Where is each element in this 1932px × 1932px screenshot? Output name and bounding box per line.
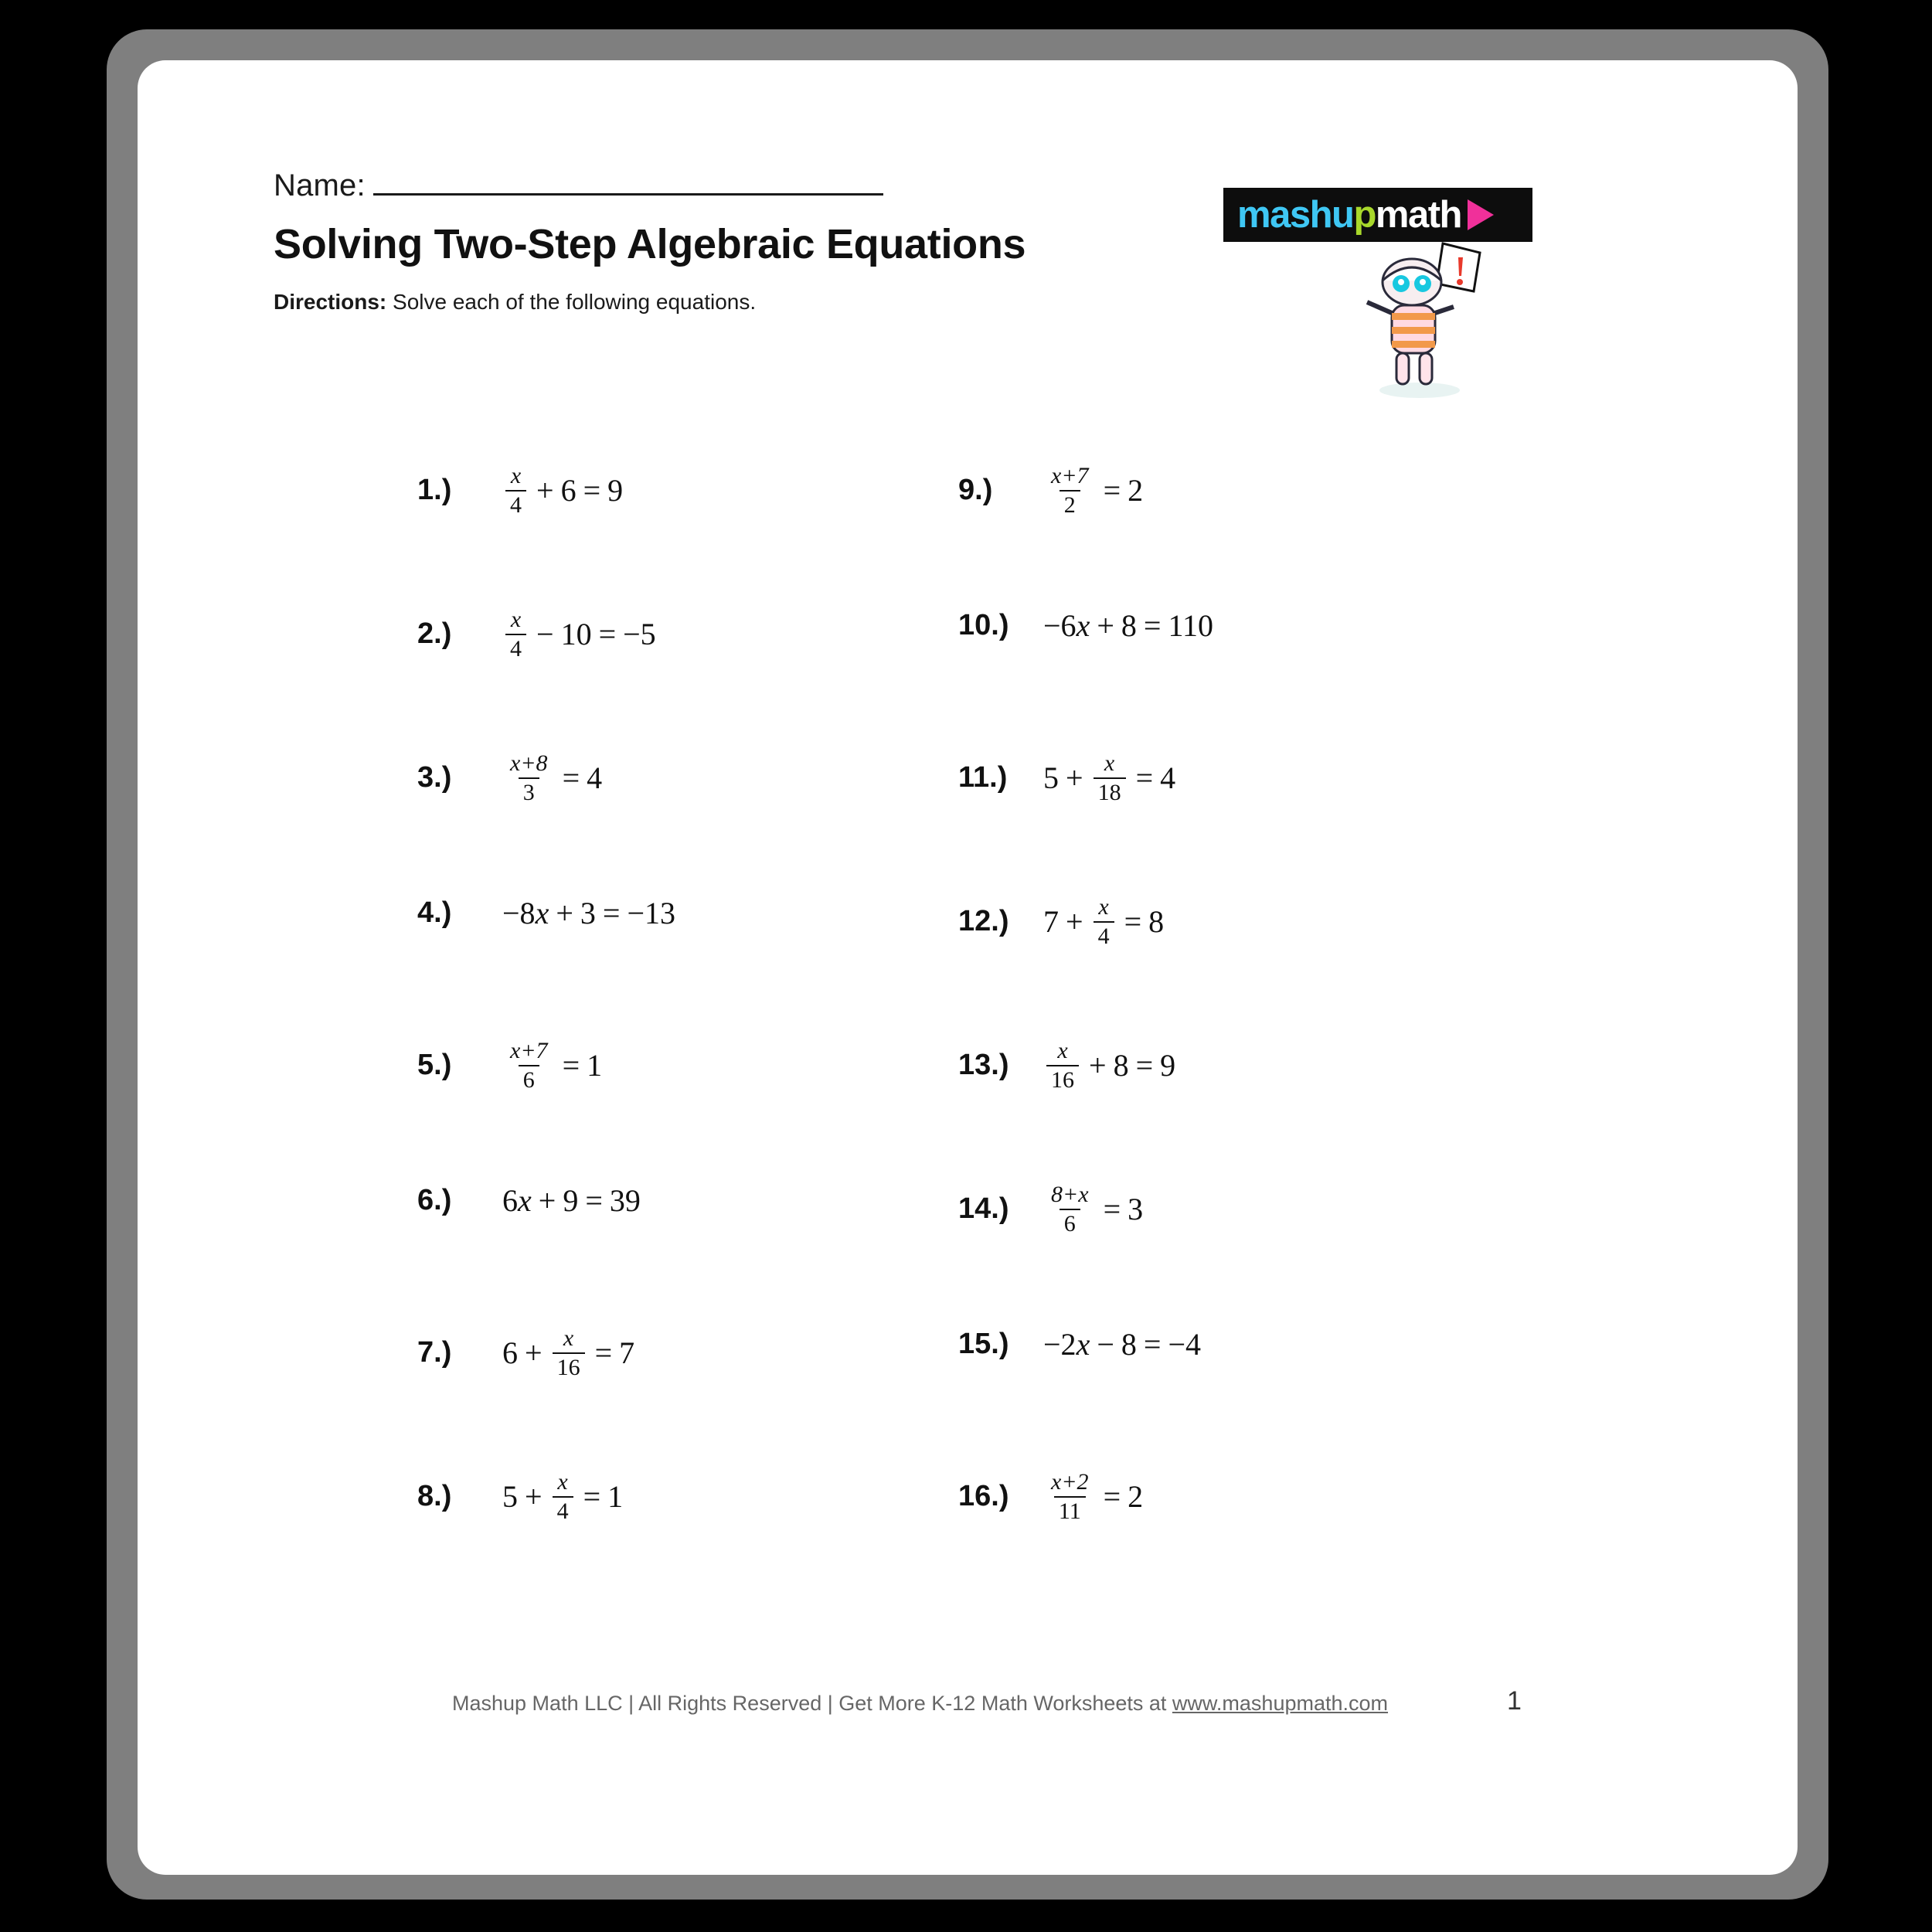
fraction [505,607,526,661]
fraction-numerator: x [510,463,522,488]
fraction-numerator: x [1057,1038,1068,1063]
problem-item [958,1039,1175,1092]
number: 6 [502,1183,518,1218]
operator: = [1124,904,1142,939]
fraction-denominator: 16 [553,1352,585,1380]
equation [502,895,675,931]
number: 5 [1043,760,1059,795]
fraction [1094,751,1126,804]
number: 9 [1160,1048,1176,1083]
equation [1043,751,1175,804]
number: −13 [627,896,676,930]
problem-item [417,895,675,931]
operator: + [556,896,573,930]
fraction [1094,895,1114,948]
name-label: Name: [274,168,366,202]
equation [502,751,602,804]
equation [502,1470,623,1523]
operator: = [583,1479,601,1514]
logo-text-math: math [1375,193,1461,236]
equation [1043,1326,1201,1362]
problem-item [417,751,602,804]
problem-number: 6.) [417,1184,452,1216]
fraction [505,751,553,804]
problem-number: 14.) [958,1192,1009,1225]
number: 4 [1160,760,1176,795]
fraction-denominator: 18 [1094,777,1126,805]
fraction-denominator: 11 [1054,1496,1086,1524]
number: 1 [607,1479,624,1514]
problem-item [958,1470,1143,1523]
operator: + [1097,608,1114,643]
fraction-numerator: x [557,1469,568,1495]
fraction-denominator: 4 [553,1496,573,1524]
equation [1043,607,1213,644]
fraction-numerator: x [1104,750,1115,776]
number: 10 [560,617,592,651]
problem-number: 15.) [958,1328,1009,1360]
fraction-denominator: 16 [1046,1065,1079,1093]
equation [1043,1039,1175,1092]
operator: + [525,1335,543,1370]
operator: + [1089,1048,1107,1083]
number: 39 [609,1183,641,1218]
operator: = [1103,473,1121,508]
fraction-numerator: x [563,1325,574,1351]
problem-item [417,464,623,517]
problem-number: 13.) [958,1049,1009,1081]
footer-website-link[interactable]: www.mashupmath.com [1172,1692,1389,1715]
equation [502,464,623,517]
variable: x [518,1183,532,1218]
fraction-numerator: 8+x [1051,1182,1089,1207]
equation [1043,464,1143,517]
operator: + [1066,760,1083,795]
number: 2 [1128,473,1144,508]
problem-number: 7.) [417,1336,452,1369]
operator: − [1097,1327,1114,1362]
problem-item [958,1182,1143,1236]
problem-number: 12.) [958,905,1009,937]
number: 5 [502,1479,518,1514]
operator: − [536,617,554,651]
fraction-numerator: x [1098,894,1109,920]
operator: = [602,896,621,930]
number: −6 [1043,608,1077,643]
number: 8 [1148,904,1165,939]
problem-item [417,1470,623,1523]
equation [1043,1470,1143,1523]
problem-number: 9.) [958,474,993,506]
number: 6 [502,1335,518,1370]
fraction-denominator: 3 [519,777,539,805]
operator: = [1143,608,1162,643]
equation [1043,895,1164,948]
problem-item [958,607,1213,644]
number: 8 [1113,1048,1129,1083]
problem-number: 4.) [417,896,452,929]
fraction [553,1470,573,1523]
fraction [505,1039,553,1092]
number: 4 [587,760,603,795]
fraction-denominator: 6 [519,1065,539,1093]
number: 2 [1128,1479,1144,1514]
logo-text-up: p [1353,193,1376,236]
variable: x [535,896,549,930]
fraction-numerator: x+7 [510,1038,548,1063]
number: −2 [1043,1327,1077,1362]
equation [1043,1182,1143,1236]
page-number: 1 [1507,1686,1522,1716]
operator: = [1103,1479,1121,1514]
operator: + [525,1479,543,1514]
operator: = [562,760,580,795]
fraction [1046,1182,1094,1236]
fraction-denominator: 4 [505,490,526,518]
problem-number: 5.) [417,1049,452,1081]
operator: + [536,473,554,508]
fraction-denominator: 4 [505,634,526,662]
number: 3 [580,896,596,930]
number: −4 [1168,1327,1202,1362]
equation [502,607,656,661]
fraction-denominator: 2 [1060,490,1080,518]
problem-item [958,464,1143,517]
equation [502,1039,602,1092]
problem-item [958,751,1175,804]
problem-number: 10.) [958,609,1009,641]
problem-item [958,895,1164,948]
equation [502,1326,634,1379]
problem-item [417,1182,641,1219]
number: 9 [563,1183,579,1218]
number: 7 [1043,904,1059,939]
problem-item [958,1326,1201,1362]
problem-number: 1.) [417,474,452,506]
operator: = [598,617,617,651]
number: 9 [607,473,624,508]
problem-number: 16.) [958,1480,1009,1512]
footer-text [452,1692,1388,1716]
fraction-numerator: x+2 [1051,1469,1089,1495]
number: 110 [1168,608,1213,643]
problem-number: 3.) [417,761,452,794]
problem-item [417,607,656,661]
fraction [1046,1039,1079,1092]
operator: + [538,1183,556,1218]
operator: = [562,1048,580,1083]
logo-text-mash: mashu [1237,193,1354,236]
number: 3 [1128,1192,1144,1226]
directions-label: Directions: [274,290,387,314]
variable: x [1076,1327,1090,1362]
fraction [1046,1470,1094,1523]
fraction-denominator: 6 [1060,1209,1080,1236]
number: 8 [1121,608,1137,643]
problem-number: 8.) [417,1480,452,1512]
number: −8 [502,896,536,930]
operator: = [583,473,601,508]
directions-text: Solve each of the following equations. [386,290,757,314]
equation [502,1182,641,1219]
fraction [505,464,526,517]
number: 8 [1121,1327,1137,1362]
operator: = [1135,1048,1154,1083]
fraction-denominator: 4 [1094,921,1114,949]
operator: = [585,1183,603,1218]
problem-number: 2.) [417,617,452,650]
fraction [1046,464,1094,517]
number: 1 [587,1048,603,1083]
problem-item [417,1326,634,1379]
number: 7 [619,1335,635,1370]
number: −5 [623,617,656,651]
fraction-numerator: x+7 [1051,463,1089,488]
problem-item [417,1039,602,1092]
fraction [553,1326,585,1379]
number: 6 [560,473,577,508]
operator: = [594,1335,613,1370]
fraction-numerator: x [510,607,522,632]
page-title: Solving Two-Step Algebraic Equations [274,221,1026,267]
operator: = [1135,760,1154,795]
operator: + [1066,904,1083,939]
fraction-numerator: x+8 [510,750,548,776]
operator: = [1103,1192,1121,1226]
problem-number: 11.) [958,761,1008,794]
footer-copyright: Mashup Math LLC | All Rights Reserved | Get More K-12 Math Worksheets at [452,1692,1172,1715]
variable: x [1076,608,1090,643]
operator: = [1143,1327,1162,1362]
